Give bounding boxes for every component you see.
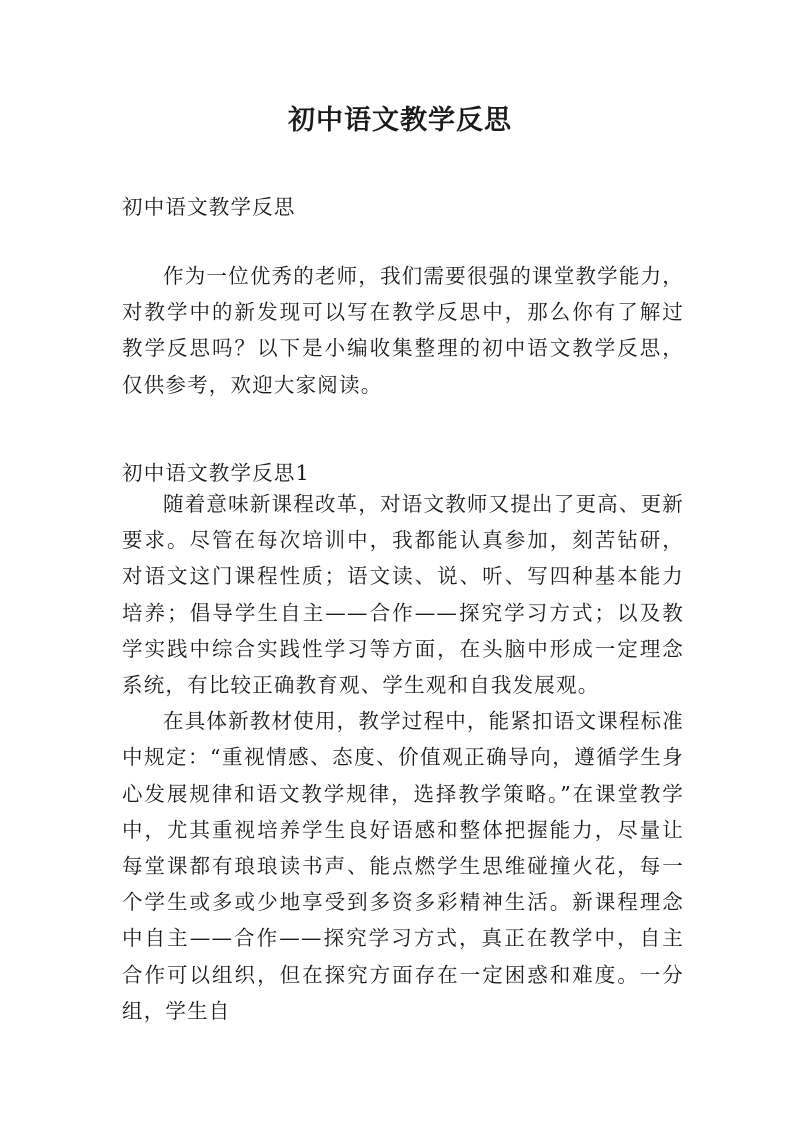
intro-block bbox=[122, 258, 684, 403]
document-subtitle: 初中语文教学反思 bbox=[122, 195, 296, 219]
section-heading: 初中语文教学反思1 bbox=[122, 461, 310, 485]
section-body bbox=[122, 486, 684, 1029]
body-paragraph-1: 随着意味新课程改革，对语文教师又提出了更高、更新要求。尽管在每次培训中，我都能认真参加，刻苦钻研，对语文这门课程性质；语文读、说、听、写四种基本能力培养；倡导学生自主——合作——探究学习方式；以及教学实践中综合实践性学习等方面，在头脑中形成一定理念系统，有比较正确教育观、学生观和自我发展观。 bbox=[122, 492, 684, 698]
document-title: 初中语文教学反思 bbox=[288, 105, 512, 136]
intro-paragraph: 作为一位优秀的老师，我们需要很强的课堂教学能力，对教学中的新发现可以写在教学反思中，那么你有了解过教学反思吗？以下是小编收集整理的初中语文教学反思，仅供参考，欢迎大家阅读。 bbox=[122, 264, 684, 397]
body-paragraph-2: 在具体新教材使用，教学过程中，能紧扣语文课程标准中规定：“重视情感、态度、价值观正确导向，遵循学生身心发展规律和语文教学规律，选择教学策略。”在课堂教学中，尤其重视培养学生良好语感和整体把握能力，尽量让每堂课都有琅琅读书声、能点燃学生思维碰撞火花，每一个学生或多或少地享受到多资多彩精神生活。新课程理念中自主——合作——探究学习方式，真正在教学中，自主合作可以组织，但在探究方面存在一定困惑和难度。一分组，学生自 bbox=[122, 709, 684, 1023]
